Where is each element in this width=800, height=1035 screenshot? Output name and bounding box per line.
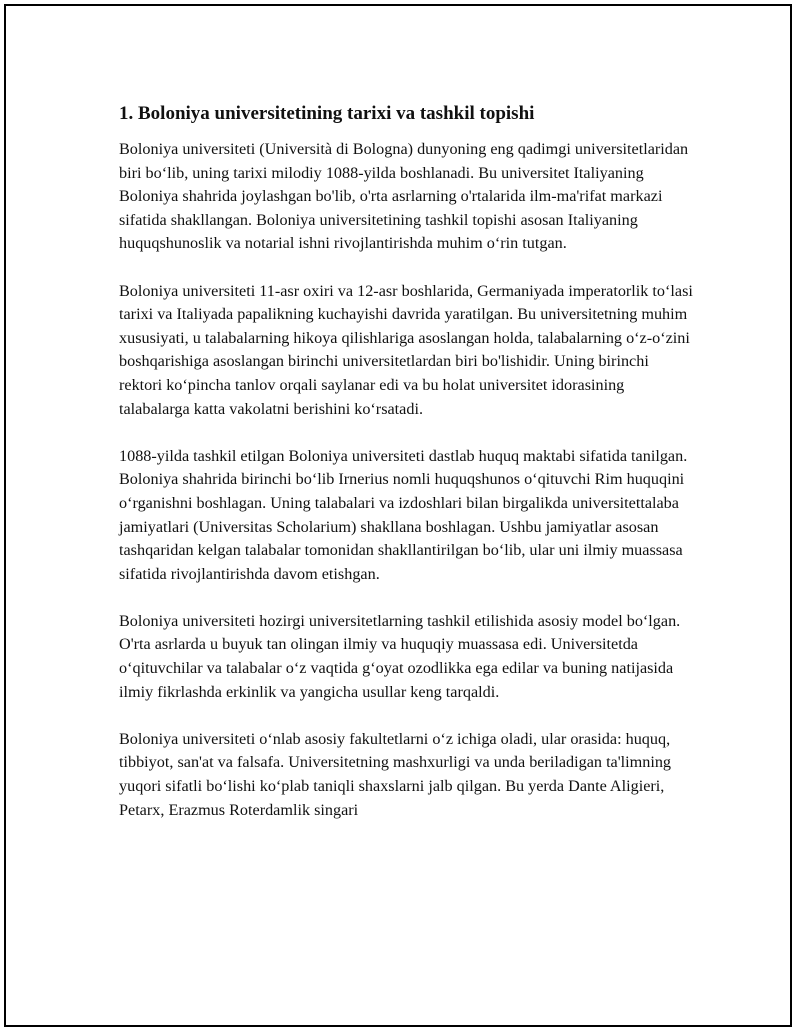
document-body [119, 102, 694, 846]
paragraph-4: Boloniya universiteti hozirgi universitetlarning tashkil etilishida asosiy model bo‘lgan. O'rta asrlarda u buyuk tan olingan ilmiy va huquqiy muassasa edi. Universitetda o‘qituvchilar va talabalar o‘z vaqtida g‘oyat ozodlikka ega edilar va buning natijasida ilmiy fikrlashda erkinlik va yangicha usullar keng tarqaldi. [119, 611, 681, 701]
paragraph-3: 1088-yilda tashkil etilgan Boloniya universiteti dastlab huquq maktabi sifatida tanilgan. Boloniya shahrida birinchi bo‘lib Irnerius nomli huquqshunos o‘qituvchi Rim huquqini o‘rganishni boshlagan. Uning talabalari va izdoshlari bilan birgalikda universitettalaba jamiyatlari (Universitas Scholarium) shakllana boshlagan. Ushbu jamiyatlar asosan tashqaridan kelgan talabalar tomonidan shakllantirilgan bo‘lib, ular uni ilmiy muassasa sifatida rivojlantirishda davom etishgan. [119, 446, 688, 583]
paragraph-5: Boloniya universiteti o‘nlab asosiy fakultetlarni o‘z ichiga oladi, ular orasida: huquq, tibbiyot, san'at va falsafa. Universitetning mashxurligi va unda beriladigan ta'limning yuqori sifatli bo‘lishi ko‘plab taniqli shaxslarni jalb qilgan. Bu yerda Dante Aligieri, Petarx, Erazmus Roterdamlik singari [119, 729, 672, 819]
paragraph-1: Boloniya universiteti (Università di Bologna) dunyoning eng qadimgi universitetlaridan biri bo‘lib, uning tarixi milodiy 1088-yilda boshlanadi. Bu universitet Italiyaning Boloniya shahrida joylashgan bo'lib, o'rta asrlarning o'rtalarida ilm-ma'rifat markazi sifatida shakllangan. Boloniya universitetining tashkil topishi asosan Italiyaning huquqshunoslik va notarial ishni rivojlantirishda muhim o‘rin tutgan. [119, 140, 689, 253]
page-frame [4, 4, 792, 1027]
paragraph-2: Boloniya universiteti 11-asr oxiri va 12-asr boshlarida, Germaniyada imperatorlik to‘lasi tarixi va Italiyada papalikning kuchayishi davrida yaratilgan. Bu universitetning muhim xususiyati, u talabalarning hikoya qilishlariga asoslangan holda, talabalarning o‘z-o‘zini boshqarishiga asoslangan birinchi universitetlardan biri bo'lishidir. Uning birinchi rektori ko‘pincha tanlov orqali saylanar edi va bu holat universitet idorasining talabalarga katta vakolatni berishini ko‘rsatadi. [119, 281, 693, 418]
section-heading: 1. Boloniya universitetining tarixi va tashkil topishi [119, 103, 535, 124]
